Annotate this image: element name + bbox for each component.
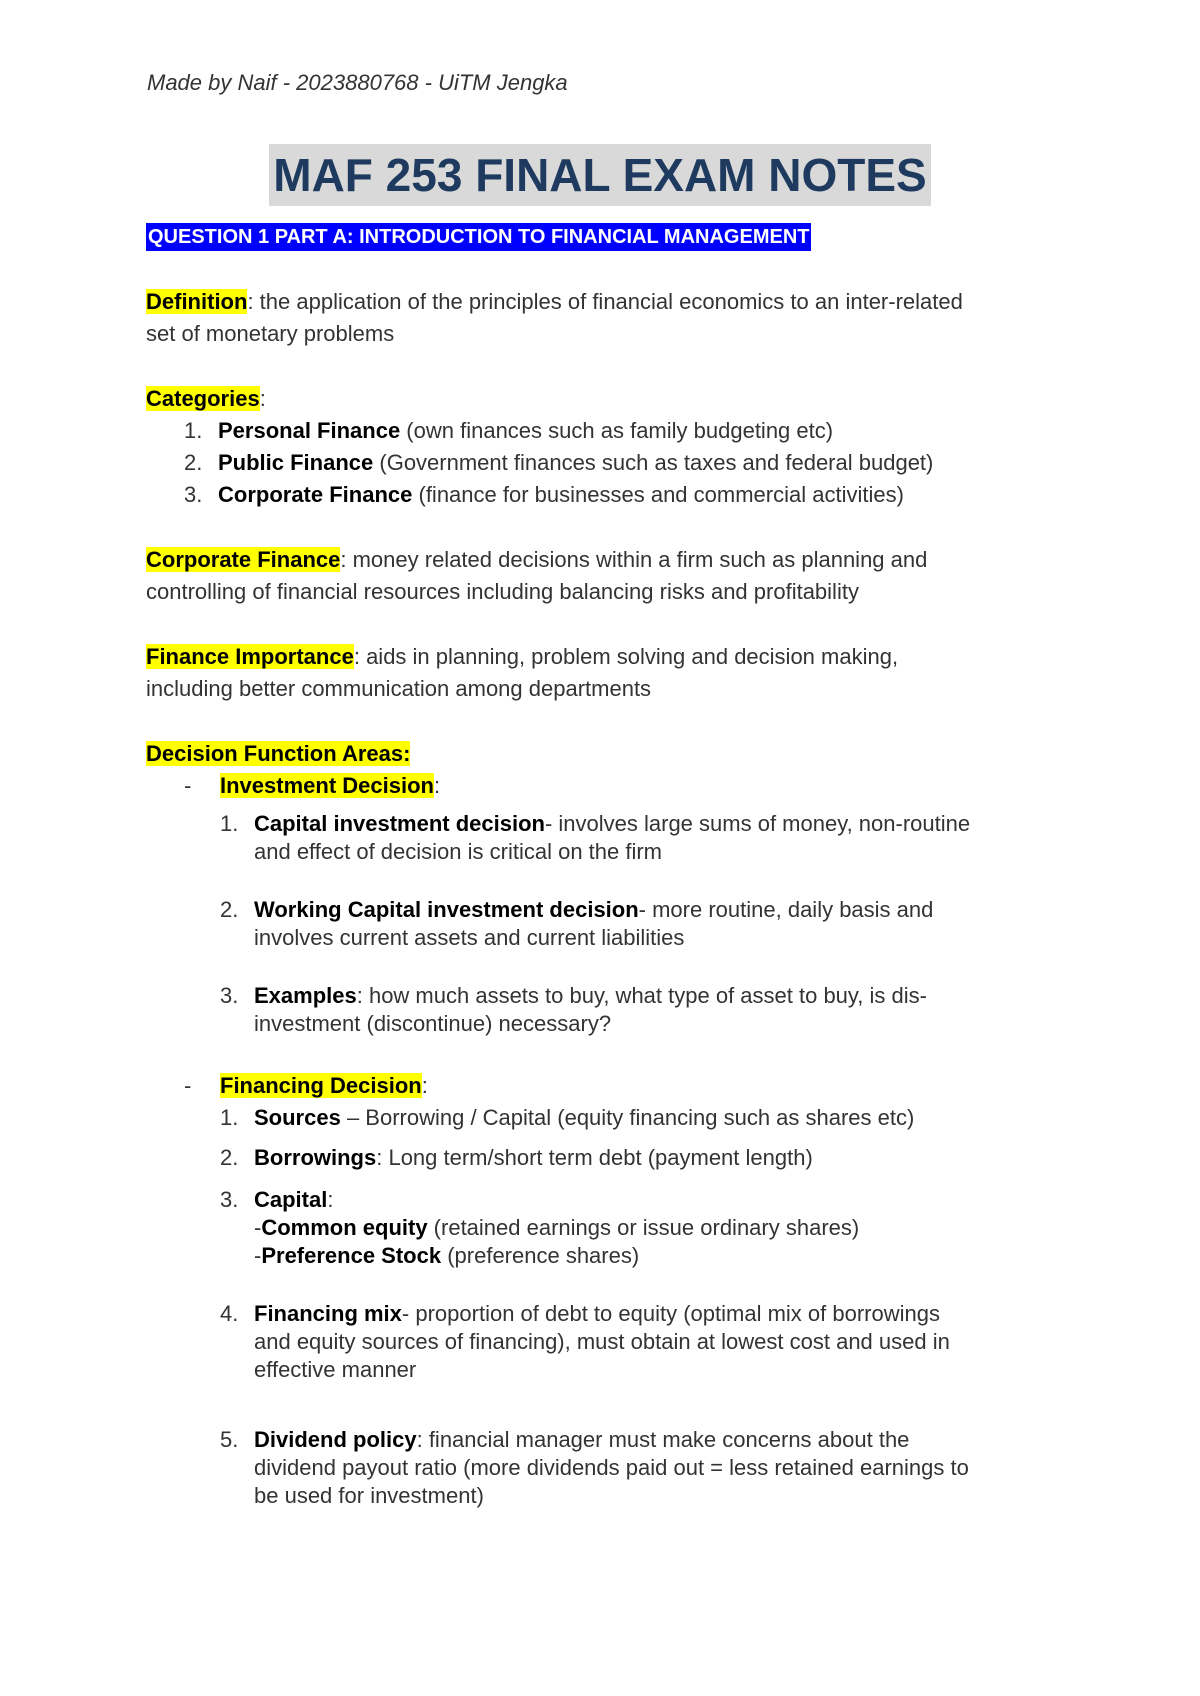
dividend-policy-cont: dividend payout ratio (more dividends paid out = less retained earnings to (254, 1455, 969, 1480)
categories-term: Categories (146, 386, 260, 411)
category-item: 1. Personal Finance (own finances such as family budgeting etc) (184, 418, 834, 443)
corporate-finance-line-2: controlling of financial resources including balancing risks and profitability (146, 579, 859, 604)
definition-line-1 (146, 286, 963, 318)
financing-item-mix: 4. Financing mix- proportion of debt to equity (optimal mix of borrowings (220, 1301, 940, 1326)
financing-item-sources: 1. Sources – Borrowing / Capital (equity financing such as shares etc) (220, 1105, 915, 1130)
author-line: Made by Naif - 2023880768 - UiTM Jengka (147, 70, 568, 95)
investment-decision-heading: - Investment Decision: (184, 773, 441, 798)
category-item: 2. Public Finance (Government finances such as taxes and federal budget) (184, 450, 934, 475)
corporate-finance-term: Corporate Finance (146, 547, 341, 572)
page-title: MAF 253 FINAL EXAM NOTES (269, 144, 930, 206)
section-heading: QUESTION 1 PART A: INTRODUCTION TO FINANCIAL MANAGEMENT (146, 223, 811, 251)
title-container (0, 144, 1200, 206)
investment-item-cont: involves current assets and current liabilities (254, 925, 685, 950)
finance-importance-line-2: including better communication among departments (146, 676, 652, 701)
dividend-policy-cont: be used for investment) (254, 1483, 484, 1508)
financing-item-dividend: 5. Dividend policy: financial manager must make concerns about the (220, 1427, 910, 1452)
capital-sub-preference-stock: -Preference Stock (preference shares) (254, 1243, 640, 1268)
investment-item: 3. Examples: how much assets to buy, what type of asset to buy, is dis- (220, 983, 927, 1008)
investment-item-cont: investment (discontinue) necessary? (254, 1011, 612, 1036)
decision-areas-heading: Decision Function Areas: (146, 741, 411, 766)
financing-mix-cont: effective manner (254, 1357, 417, 1382)
finance-importance-term: Finance Importance (146, 644, 354, 669)
definition-term: Definition (146, 289, 248, 314)
categories-heading: Categories: (146, 386, 266, 411)
financing-decision-heading: - Financing Decision: (184, 1073, 428, 1098)
financing-item-capital: 3. Capital: (220, 1187, 334, 1212)
capital-sub-common-equity: -Common equity (retained earnings or issue ordinary shares) (254, 1215, 860, 1240)
corporate-finance-line-1: Corporate Finance: money related decisions within a firm such as planning and (146, 547, 928, 572)
category-item: 3. Corporate Finance (finance for businesses and commercial activities) (184, 482, 904, 507)
financing-mix-cont: and equity sources of financing), must obtain at lowest cost and used in (254, 1329, 950, 1354)
definition-text: : the application of the principles of financial economics to an inter-related (247, 289, 963, 314)
definition-line-2: set of monetary problems (146, 321, 395, 346)
financing-item-borrowings: 2. Borrowings: Long term/short term debt (payment length) (220, 1145, 813, 1170)
investment-item: 2. Working Capital investment decision- more routine, daily basis and (220, 897, 934, 922)
investment-item: 1. Capital investment decision- involves large sums of money, non-routine (220, 811, 971, 836)
investment-item-cont: and effect of decision is critical on the firm (254, 839, 663, 864)
finance-importance-line-1: Finance Importance: aids in planning, problem solving and decision making, (146, 644, 899, 669)
